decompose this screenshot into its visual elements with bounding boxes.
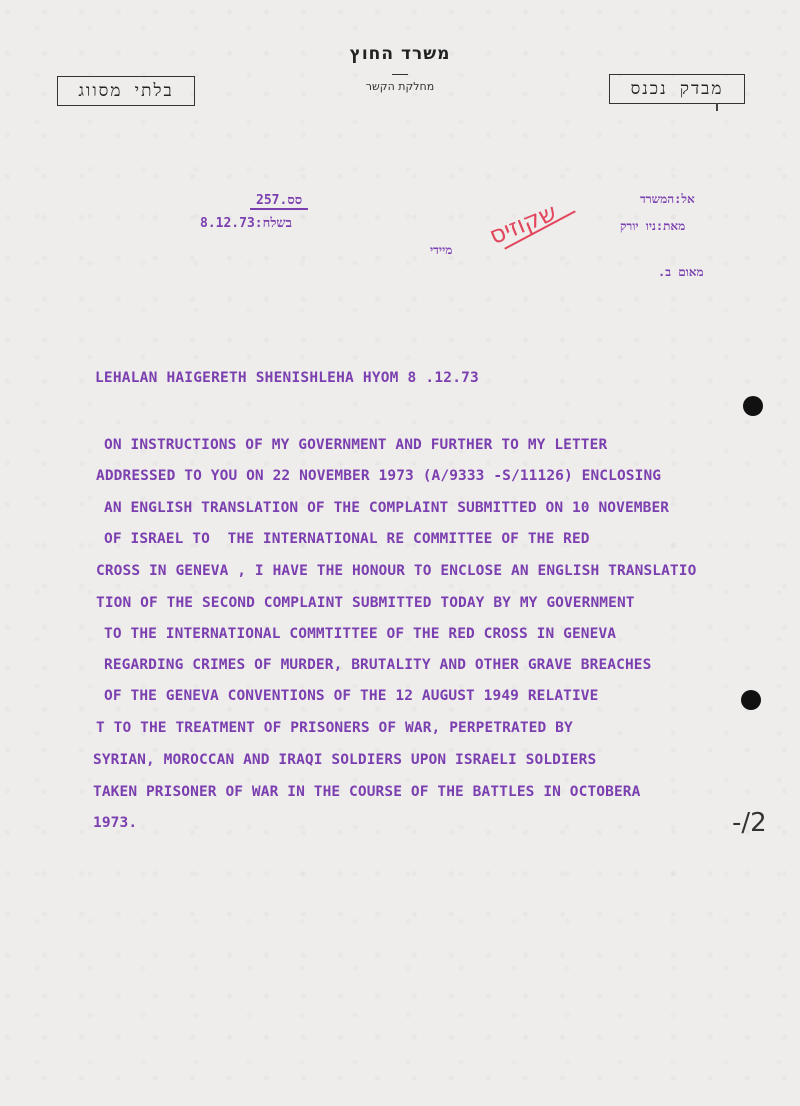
body-line: TAKEN PRISONER OF WAR IN THE COURSE OF THE BATTLES IN OCTOBERA [93, 784, 641, 800]
memo-priority: מיידי [430, 243, 453, 257]
page-number-mark: -/2 [732, 808, 767, 838]
body-line: CROSS IN GENEVA , I HAVE THE HONOUR TO ENCLOSE AN ENGLISH TRANSLATIO [96, 563, 697, 579]
body-line: TO THE INTERNATIONAL COMMTITTEE OF THE RED CROSS IN GENEVA [104, 626, 617, 642]
body-line: T TO THE TREATMENT OF PRISONERS OF WAR, PERPETRATED BY [96, 720, 573, 736]
header-divider [392, 74, 408, 75]
punch-hole [743, 396, 763, 416]
body-line: SYRIAN, MOROCCAN AND IRAQI SOLDIERS UPON ISRAELI SOLDIERS [93, 752, 597, 768]
body-line: TION OF THE SECOND COMPLAINT SUBMITTED TODAY BY MY GOVERNMENT [96, 595, 635, 611]
punch-hole [741, 690, 761, 710]
classification-box: בלתי מסווג [57, 76, 195, 106]
ink-tick-mark [716, 103, 718, 111]
ministry-title: משרד החוץ [349, 44, 451, 64]
status-box: מבדק נכנס [609, 74, 745, 104]
body-line: ON INSTRUCTIONS OF MY GOVERNMENT AND FURTHER TO MY LETTER [104, 437, 608, 453]
body-line: OF THE GENEVA CONVENTIONS OF THE 12 AUGUST 1949 RELATIVE [104, 688, 599, 704]
body-line: AN ENGLISH TRANSLATION OF THE COMPLAINT SUBMITTED ON 10 NOVEMBER [104, 500, 670, 516]
body-line: OF ISRAEL TO THE INTERNATIONAL RE COMMITTEE OF THE RED [104, 531, 590, 547]
memo-to: אל:המשרד [640, 192, 695, 206]
handwritten-stamp: שקוזיס [485, 197, 561, 251]
memo-from: מאת:ניו יורק [620, 219, 686, 233]
body-line: ADDRESSED TO YOU ON 22 NOVEMBER 1973 (A/9333 -S/11126) ENCLOSING [96, 468, 662, 484]
memo-reference: מאום ב. [658, 265, 704, 279]
memo-sent-date: 8.12.73:בשלח [200, 216, 292, 231]
department-subtitle: מחלקת הקשר [365, 80, 435, 93]
body-line: 1973. [93, 815, 138, 831]
memo-number: 257.סס [250, 192, 308, 210]
body-line: REGARDING CRIMES OF MURDER, BRUTALITY AND OTHER GRAVE BREACHES [104, 657, 652, 673]
subject-line: LEHALAN HAIGERETH SHENISHLEHA HYOM 8 .12.73 [95, 370, 479, 386]
